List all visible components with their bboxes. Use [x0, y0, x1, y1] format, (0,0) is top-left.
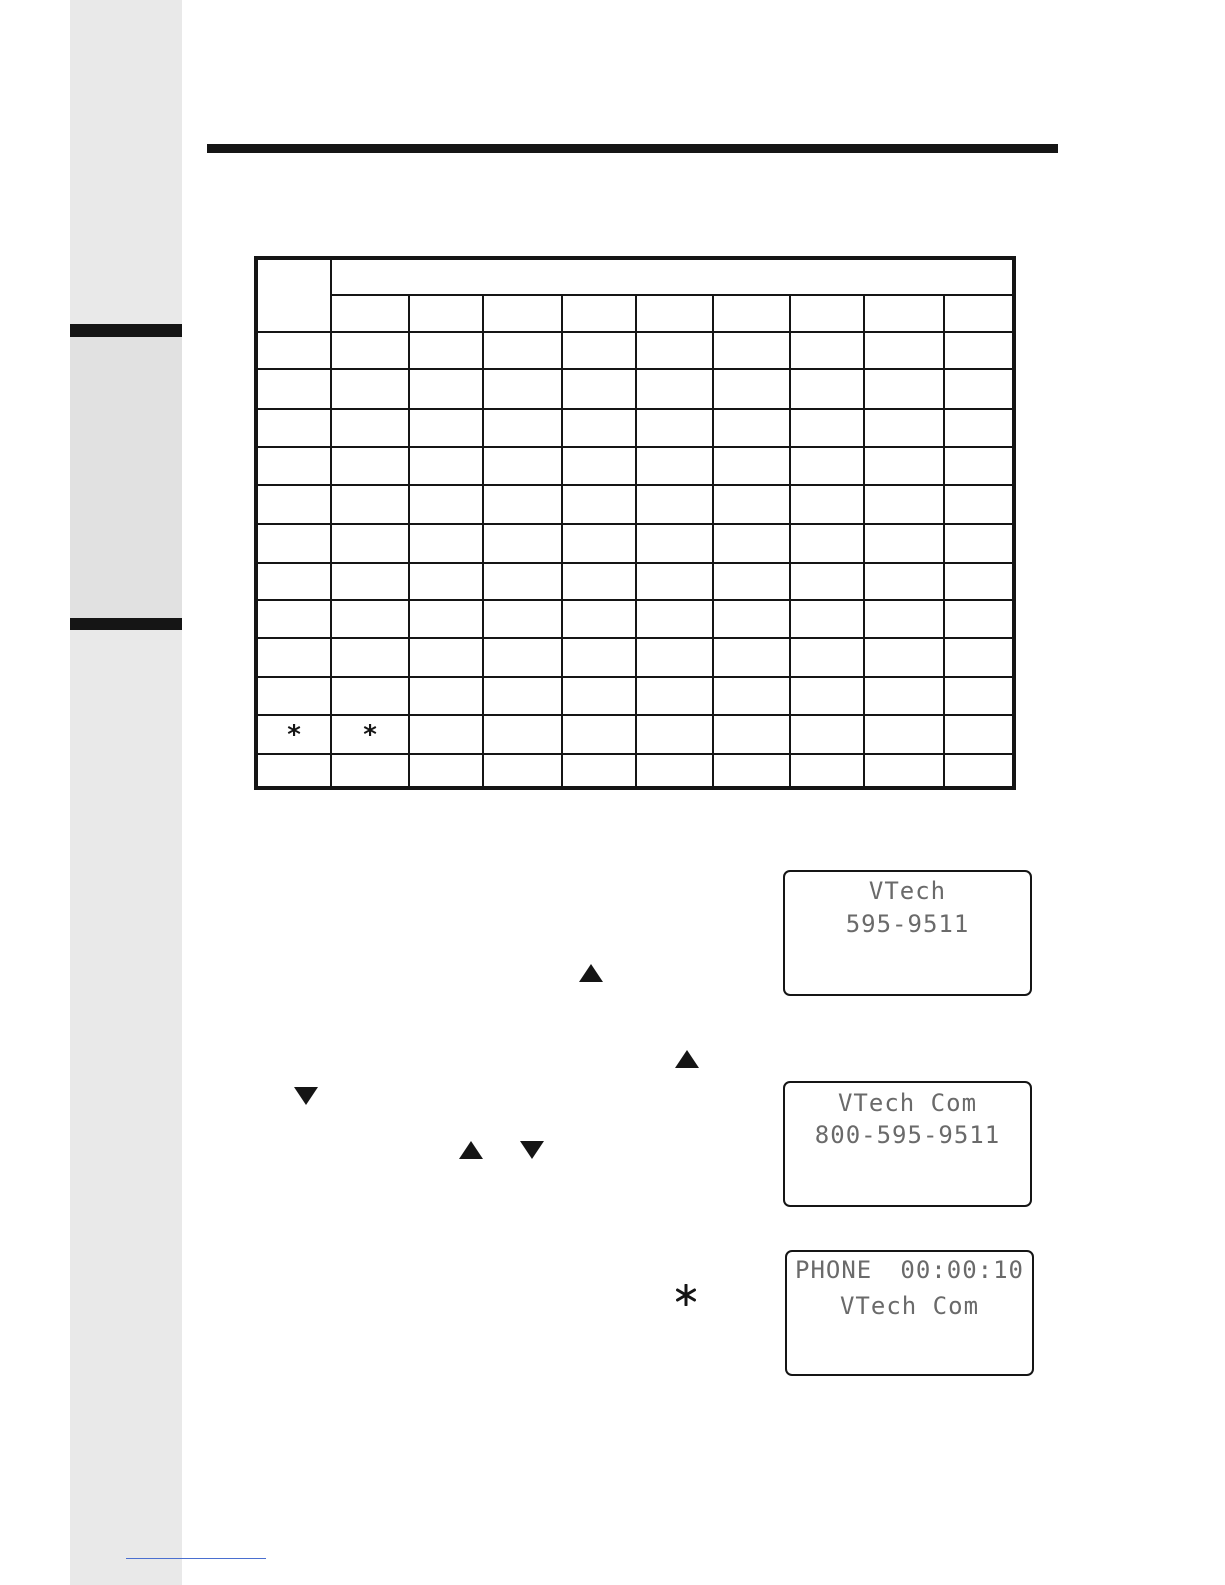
table-cell	[256, 409, 331, 447]
table-cell	[636, 447, 713, 485]
table-cell	[409, 715, 483, 754]
table-cell	[256, 332, 331, 369]
table-cell	[636, 485, 713, 524]
star-key-icon	[676, 1284, 696, 1306]
table-cell	[256, 600, 331, 638]
table-cell	[636, 524, 713, 563]
table-cell	[864, 485, 944, 524]
table-cell	[409, 332, 483, 369]
table-cell	[864, 369, 944, 409]
table-row	[256, 485, 1014, 524]
table-cell	[864, 524, 944, 563]
table-row	[256, 332, 1014, 369]
table-cell	[636, 332, 713, 369]
table-cell	[409, 524, 483, 563]
table-cell	[864, 754, 944, 788]
table-cell	[331, 295, 409, 332]
table-cell	[562, 447, 636, 485]
lcd-line-status	[787, 1256, 1032, 1284]
table-cell	[409, 754, 483, 788]
table-cell	[409, 295, 483, 332]
footer-line	[126, 1558, 266, 1559]
star-key-icon: *	[331, 715, 409, 754]
table-cell	[256, 563, 331, 600]
section-tab-bottom-bar	[70, 618, 182, 630]
lcd-mode-label: PHONE	[795, 1256, 873, 1284]
table-cell	[636, 600, 713, 638]
table-cell	[790, 524, 864, 563]
table-cell	[864, 600, 944, 638]
table-cell	[944, 715, 1014, 754]
table-cell	[636, 754, 713, 788]
table-cell	[562, 332, 636, 369]
table-cell	[562, 485, 636, 524]
table-row	[256, 409, 1014, 447]
table-cell	[483, 715, 562, 754]
table-cell	[636, 295, 713, 332]
table-row	[256, 369, 1014, 409]
table-cell	[331, 563, 409, 600]
table-cell	[483, 409, 562, 447]
table-cell	[256, 754, 331, 788]
table-cell	[331, 332, 409, 369]
table-cell	[483, 677, 562, 715]
table-cell	[713, 563, 790, 600]
table-cell	[944, 600, 1014, 638]
table-cell	[331, 754, 409, 788]
table-cell	[944, 638, 1014, 677]
table-cell	[864, 332, 944, 369]
table-cell	[636, 563, 713, 600]
table-cell	[331, 369, 409, 409]
table-cell	[331, 677, 409, 715]
table-cell	[483, 369, 562, 409]
table-row-star	[256, 715, 1014, 754]
lcd-display-2	[783, 1081, 1032, 1207]
table-cell	[944, 409, 1014, 447]
table-cell	[944, 447, 1014, 485]
table-cell	[790, 332, 864, 369]
table-cell	[331, 638, 409, 677]
table-cell	[483, 638, 562, 677]
down-arrow-icon	[520, 1141, 544, 1159]
table-cell	[562, 369, 636, 409]
table-cell	[944, 485, 1014, 524]
table-subheader-row	[256, 295, 1014, 332]
table-cell	[864, 638, 944, 677]
table-cell	[562, 524, 636, 563]
lcd-line-name: VTech	[868, 877, 947, 905]
table-cell	[409, 447, 483, 485]
table-cell	[409, 409, 483, 447]
table-cell	[562, 563, 636, 600]
table-row	[256, 524, 1014, 563]
table-cell	[713, 295, 790, 332]
table-cell	[256, 677, 331, 715]
table-cell	[790, 485, 864, 524]
table-cell	[636, 677, 713, 715]
table-cell	[790, 409, 864, 447]
table-cell	[713, 485, 790, 524]
table-cell	[483, 563, 562, 600]
table-cell	[713, 677, 790, 715]
table-cell	[256, 485, 331, 524]
table-cell	[713, 369, 790, 409]
table-cell	[409, 638, 483, 677]
table-cell	[944, 677, 1014, 715]
table-cell	[636, 715, 713, 754]
table-cell	[331, 409, 409, 447]
table-cell	[256, 524, 331, 563]
table-row	[256, 600, 1014, 638]
up-arrow-icon	[579, 964, 603, 982]
table-cell	[331, 485, 409, 524]
table-cell	[562, 638, 636, 677]
table-cell	[409, 600, 483, 638]
table-cell	[864, 409, 944, 447]
table-cell	[790, 295, 864, 332]
table-cell	[790, 563, 864, 600]
table-cell	[864, 563, 944, 600]
table-cell	[256, 638, 331, 677]
table-row	[256, 563, 1014, 600]
table-cell	[944, 563, 1014, 600]
table-row	[256, 447, 1014, 485]
table-cell	[409, 563, 483, 600]
table-header-corner-cell	[256, 258, 331, 332]
table-cell	[790, 754, 864, 788]
table-cell	[790, 715, 864, 754]
table-cell	[636, 369, 713, 409]
section-tab	[70, 324, 182, 630]
character-chart-table	[254, 256, 1016, 790]
table-header-span-cell	[331, 258, 1014, 295]
table-row	[256, 638, 1014, 677]
table-row	[256, 677, 1014, 715]
table-cell	[331, 600, 409, 638]
table-cell	[483, 332, 562, 369]
table-cell	[636, 638, 713, 677]
table-cell	[331, 447, 409, 485]
table-cell	[483, 485, 562, 524]
table-cell	[790, 638, 864, 677]
table-header-row	[256, 258, 1014, 295]
table-cell	[790, 447, 864, 485]
table-cell	[944, 369, 1014, 409]
down-arrow-icon	[294, 1087, 318, 1105]
table-cell	[790, 677, 864, 715]
table-cell	[562, 600, 636, 638]
table-cell	[713, 638, 790, 677]
table-cell	[944, 524, 1014, 563]
table-cell	[409, 369, 483, 409]
lcd-line-name: VTech Com	[837, 1089, 978, 1117]
lcd-line-number: 595-9511	[845, 910, 970, 938]
table-cell	[483, 295, 562, 332]
table-cell	[713, 715, 790, 754]
table-cell	[562, 715, 636, 754]
table-cell	[256, 447, 331, 485]
lcd-display-3	[785, 1250, 1034, 1376]
table-cell	[256, 369, 331, 409]
table-cell	[944, 332, 1014, 369]
table-row	[256, 754, 1014, 788]
table-cell	[636, 409, 713, 447]
table-cell	[713, 600, 790, 638]
up-arrow-icon	[675, 1050, 699, 1068]
table-cell	[483, 447, 562, 485]
table-cell	[864, 295, 944, 332]
table-cell	[483, 754, 562, 788]
table-cell	[713, 332, 790, 369]
table-cell	[864, 715, 944, 754]
table-cell	[483, 524, 562, 563]
table-cell	[713, 754, 790, 788]
section-tab-top-bar	[70, 324, 182, 337]
table-cell	[944, 295, 1014, 332]
table-cell	[562, 295, 636, 332]
table-cell	[864, 677, 944, 715]
table-cell	[944, 754, 1014, 788]
table-cell	[864, 447, 944, 485]
lcd-call-timer: 00:00:10	[900, 1256, 1024, 1284]
table-cell	[409, 677, 483, 715]
table-cell	[562, 409, 636, 447]
star-key-icon: *	[256, 715, 331, 754]
table-cell	[790, 600, 864, 638]
table-cell	[713, 447, 790, 485]
table-cell	[562, 677, 636, 715]
header-rule	[207, 144, 1058, 153]
table-cell	[409, 485, 483, 524]
up-arrow-icon	[459, 1141, 483, 1159]
table-cell	[483, 600, 562, 638]
table-cell	[790, 369, 864, 409]
lcd-line-number: 800-595-9511	[814, 1121, 1001, 1149]
table-cell	[713, 524, 790, 563]
table-cell	[331, 524, 409, 563]
lcd-display-1	[783, 870, 1032, 996]
table-cell	[562, 754, 636, 788]
table-cell	[713, 409, 790, 447]
side-strip	[70, 0, 182, 1585]
lcd-line-name: VTech Com	[839, 1292, 980, 1320]
